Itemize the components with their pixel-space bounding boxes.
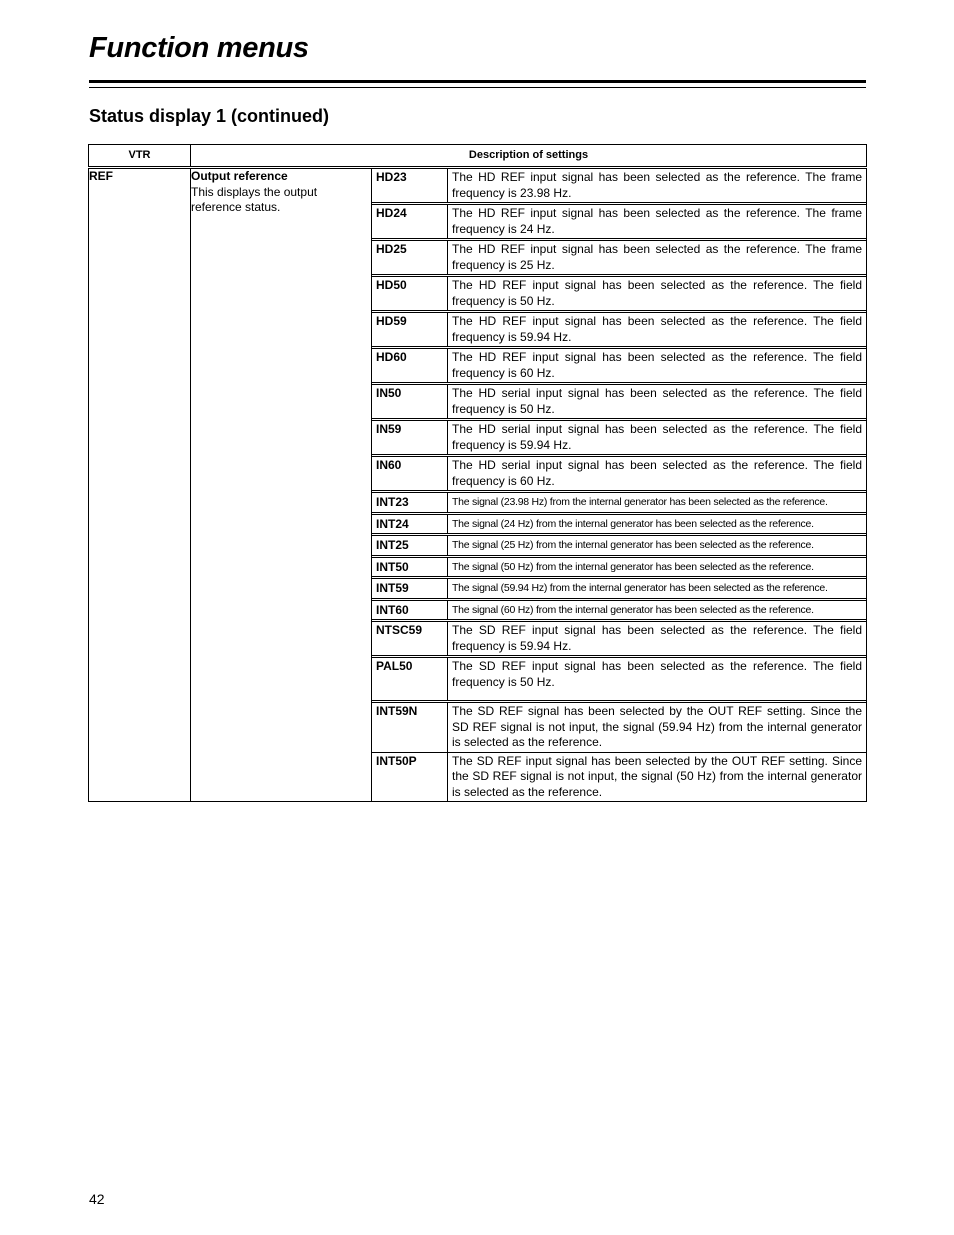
setting-code: HD59 xyxy=(372,312,448,348)
setting-description: The SD REF signal has been selected by the OUT REF setting. Since the SD REF signal is not input, the signal (59.94 Hz) from the internal generator is selected as the reference. xyxy=(448,702,867,753)
setting-code: HD24 xyxy=(372,204,448,240)
setting-description: The SD REF input signal has been selected as the reference. The field frequency is 59.94 Hz. xyxy=(448,621,867,657)
setting-code: INT23 xyxy=(372,492,448,514)
page-number: 42 xyxy=(89,1191,105,1207)
setting-row xyxy=(372,621,866,657)
setting-description: The signal (50 Hz) from the internal generator has been selected as the reference. xyxy=(448,556,867,578)
setting-code: INT59 xyxy=(372,578,448,600)
setting-code: INT24 xyxy=(372,513,448,535)
setting-description: The SD REF input signal has been selected as the reference. The field frequency is 50 Hz. xyxy=(448,657,867,702)
setting-description: The HD REF input signal has been selected as the reference. The field frequency is 59.94 Hz. xyxy=(448,312,867,348)
setting-code: IN50 xyxy=(372,384,448,420)
header-vtr: VTR xyxy=(89,145,191,168)
setting-row xyxy=(372,240,866,276)
setting-description: The HD REF input signal has been selected as the reference. The frame frequency is 24 Hz. xyxy=(448,204,867,240)
item-label-cell xyxy=(191,168,372,802)
setting-description: The signal (60 Hz) from the internal generator has been selected as the reference. xyxy=(448,599,867,621)
setting-row xyxy=(372,384,866,420)
setting-row xyxy=(372,169,866,204)
setting-code: INT50 xyxy=(372,556,448,578)
setting-code: IN59 xyxy=(372,420,448,456)
setting-row xyxy=(372,492,866,514)
setting-row xyxy=(372,599,866,621)
setting-description: The HD REF input signal has been selected as the reference. The field frequency is 50 Hz. xyxy=(448,276,867,312)
table-header-row xyxy=(89,145,867,168)
item-title: Output reference xyxy=(191,169,288,183)
setting-row xyxy=(372,513,866,535)
setting-code: INT25 xyxy=(372,535,448,557)
header-description: Description of settings xyxy=(191,145,867,168)
setting-code: HD50 xyxy=(372,276,448,312)
setting-code: NTSC59 xyxy=(372,621,448,657)
setting-description: The signal (25 Hz) from the internal generator has been selected as the reference. xyxy=(448,535,867,557)
setting-description: The signal (23.98 Hz) from the internal generator has been selected as the reference. xyxy=(448,492,867,514)
setting-code: HD25 xyxy=(372,240,448,276)
item-description: This displays the output reference status. xyxy=(191,184,318,214)
setting-description: The HD REF input signal has been selected as the reference. The frame frequency is 25 Hz. xyxy=(448,240,867,276)
setting-row xyxy=(372,456,866,492)
setting-row xyxy=(372,752,866,801)
setting-row xyxy=(372,276,866,312)
vtr-item-cell: REF xyxy=(89,168,191,802)
settings-table xyxy=(372,169,866,801)
title-rule-thin xyxy=(89,87,866,88)
setting-description: The signal (59.94 Hz) from the internal generator has been selected as the reference. xyxy=(448,578,867,600)
setting-code: IN60 xyxy=(372,456,448,492)
setting-description: The SD REF input signal has been selected by the OUT REF setting. Since the SD REF signal is not input, the signal (50 Hz) from the internal generator is selected as the reference. xyxy=(452,753,862,799)
setting-row xyxy=(372,348,866,384)
setting-code: INT60 xyxy=(372,599,448,621)
setting-description: The HD serial input signal has been selected as the reference. The field frequency is 59.94 Hz. xyxy=(448,420,867,456)
setting-description: The HD REF input signal has been selected as the reference. The frame frequency is 23.98 Hz. xyxy=(448,169,867,204)
setting-description: The signal (24 Hz) from the internal generator has been selected as the reference. xyxy=(448,513,867,535)
setting-row xyxy=(372,702,866,753)
setting-row xyxy=(372,420,866,456)
setting-code: INT50P xyxy=(372,752,448,801)
setting-row xyxy=(372,312,866,348)
setting-code: PAL50 xyxy=(372,657,448,702)
setting-description: The HD serial input signal has been selected as the reference. The field frequency is 50 Hz. xyxy=(448,384,867,420)
setting-row xyxy=(372,204,866,240)
section-title: Status display 1 (continued) xyxy=(89,106,330,126)
setting-code: INT59N xyxy=(372,702,448,753)
setting-description: The HD serial input signal has been selected as the reference. The field frequency is 60 Hz. xyxy=(448,456,867,492)
setting-description: The HD REF input signal has been selected as the reference. The field frequency is 60 Hz. xyxy=(448,348,867,384)
settings-cell xyxy=(372,168,867,802)
setting-row xyxy=(372,556,866,578)
setting-code: HD60 xyxy=(372,348,448,384)
title-rule-thick xyxy=(89,80,866,83)
setting-row xyxy=(372,535,866,557)
setting-code: HD23 xyxy=(372,169,448,204)
setting-row xyxy=(372,578,866,600)
page-title: Function menus xyxy=(89,32,309,64)
table-row xyxy=(89,168,867,802)
status-table xyxy=(88,144,867,802)
setting-row xyxy=(372,657,866,702)
